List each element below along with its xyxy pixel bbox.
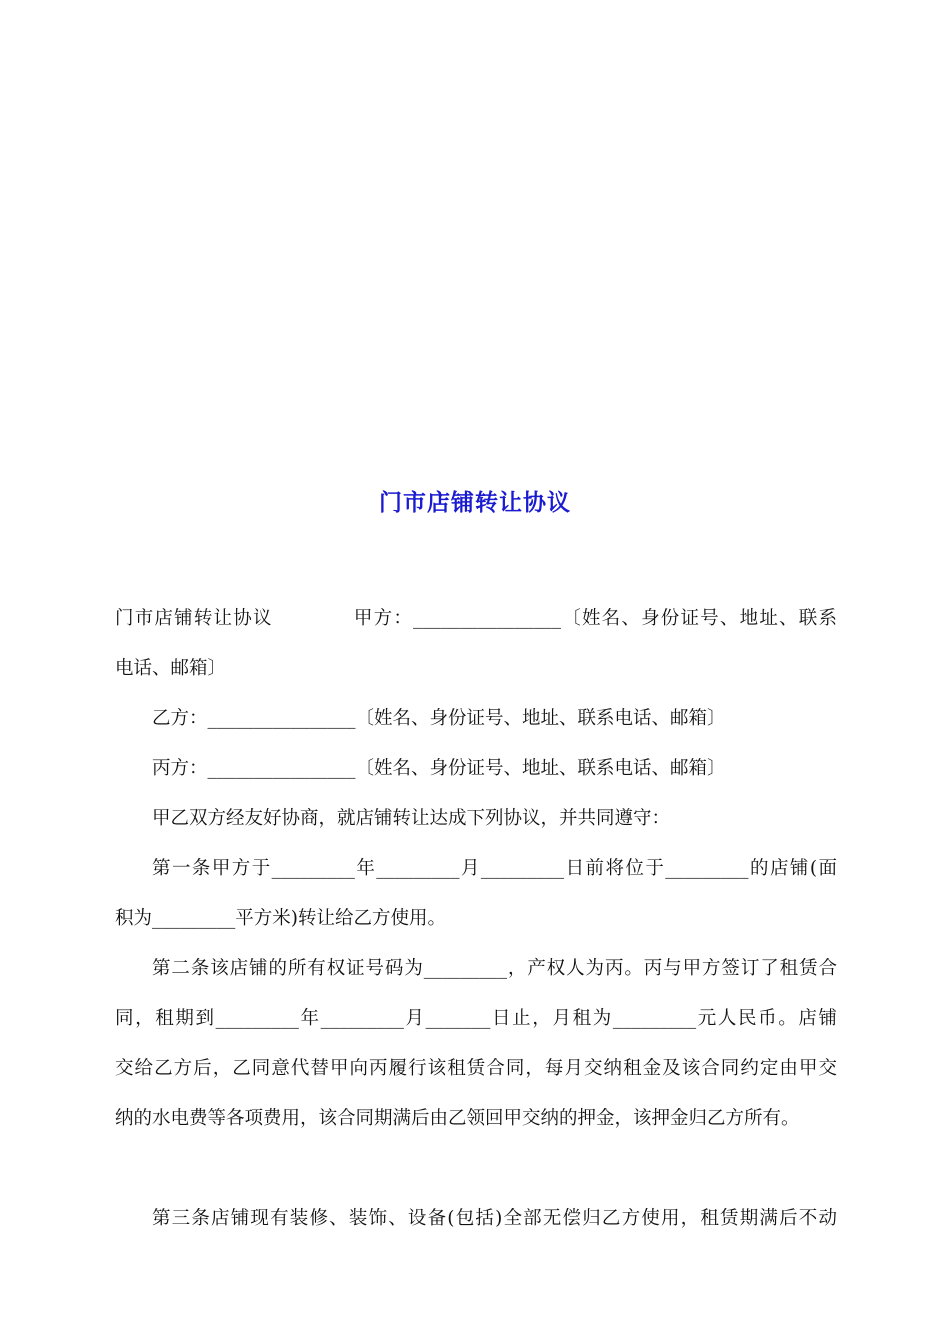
article-2-line-2: 同，租期到_________年_________月_______日止，月租为_________元人民币。店铺 <box>115 1008 837 1029</box>
party-a-line <box>115 606 837 632</box>
document-title: 门市店铺转让协议 <box>379 490 571 516</box>
party-b-line: 乙方：________________〔姓名、身份证号、地址、联系电话、邮箱〕 <box>152 708 726 729</box>
party-a-continued: 电话、邮箱〕 <box>115 658 227 679</box>
party-c-line: 丙方：________________〔姓名、身份证号、地址、联系电话、邮箱〕 <box>152 758 726 779</box>
heading-repeat: 门市店铺转让协议 <box>115 608 273 629</box>
article-1-line-2: 积为_________平方米)转让给乙方使用。 <box>115 908 446 929</box>
party-a-text: 甲方：________________〔姓名、身份证号、地址、联系 <box>352 608 837 629</box>
article-3-line-1: 第三条店铺现有装修、装饰、设备(包括)全部无偿归乙方使用，租赁期满后不动 <box>152 1208 837 1229</box>
article-2-line-3: 交给乙方后，乙同意代替甲向丙履行该租赁合同，每月交纳租金及该合同约定由甲交 <box>115 1058 837 1079</box>
article-2-line-4: 纳的水电费等各项费用，该合同期满后由乙领回甲交纳的押金，该押金归乙方所有。 <box>115 1108 800 1129</box>
preamble-line: 甲乙双方经友好协商，就店铺转让达成下列协议，并共同遵守： <box>152 808 671 829</box>
article-2-line-1: 第二条该店铺的所有权证号码为_________，产权人为丙。丙与甲方签订了租赁合 <box>152 958 837 979</box>
article-1-line-1: 第一条甲方于_________年_________月_________日前将位于_________的店铺(面 <box>152 858 837 879</box>
